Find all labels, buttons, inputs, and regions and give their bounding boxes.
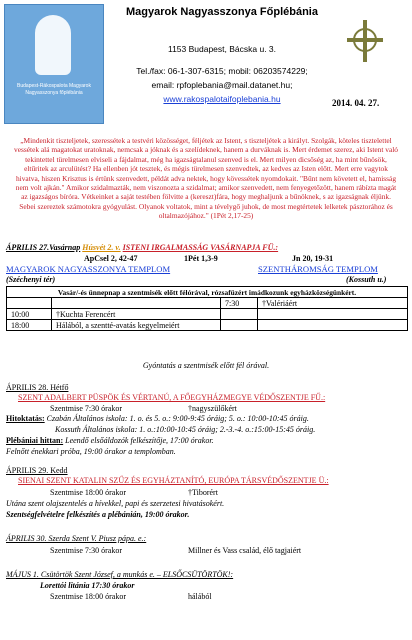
bulletin-date: 2014. 04. 27. <box>332 98 380 108</box>
thursday-mass: Szentmise 18:00 órakor <box>50 592 126 601</box>
monday-choir: Felnőtt énekkari próba, 19:00 órakor a templomban. <box>6 447 176 456</box>
monday-catechesis-1 <box>6 414 410 424</box>
tuesday-intent: †Tiborért <box>188 488 218 497</box>
church-right-place: (Kossuth u.) <box>346 275 387 284</box>
mass-time <box>221 309 258 320</box>
day-date-tuesday: ÁPRILIS 29. Kedd <box>6 466 68 475</box>
tuesday-extra: Utána szent olajszentelés a hívekkel, papi és szerzetesi hivatásokért. <box>6 499 225 508</box>
sunday-reading1: ApCsel 2, 42-47 <box>84 254 138 263</box>
day-feast-tuesday: SIENAI SZENT KATALIN SZŰZ ÉS EGYHÁZTANÍTÓ, EURÓPA TÁRSVÉDŐSZENTJE Ü.: <box>18 476 329 485</box>
church-left-name: MAGYAROK NAGYASSZONYA TEMPLOM <box>6 264 171 274</box>
table-row <box>7 298 408 309</box>
catechesis-label: Hitoktatás: <box>6 414 45 423</box>
mass-intent: Hálából, a szentté-avatás kegyelmeiért <box>52 320 221 331</box>
day-date-thursday: MÁJUS 1. Csütörtök Szent József, a munkás e. – ELSŐCSÜTÖRTÖK!: <box>6 570 234 579</box>
tuesday-mass: Szentmise 18:00 órakor <box>50 488 126 497</box>
day-feast-monday: SZENT ADALBERT PÜSPÖK ÉS VÉRTANÚ, A FŐEGYHÁZMEGYE VÉDŐSZENTJE FŰ.: <box>18 393 326 402</box>
parish-address: 1153 Budapest, Bácska u. 3. <box>167 44 277 54</box>
church-right-name: SZENTHÁROMSÁG TEMPLOM <box>258 264 378 274</box>
thursday-litany: Lorettói litánia 17:30 órakor <box>40 581 135 590</box>
mass-time <box>7 298 52 309</box>
mass-intent <box>258 309 408 320</box>
sunday-gospel: Jn 20, 19-31 <box>292 254 334 263</box>
scripture-quote: „Mindenkit tiszteljetek, szeressétek a testvéri közösséget, féljétek az Istent, s tiszteljétek a királyt. Szolgák, köteles tisztelettel vessétek alá magatokat uratoknak, nemcsak a jóknak és a szelídeknek, hanem a durváknak is. Mert érdemet szerez, aki Istent való tekintettel türelmesen elviseli a fájdalmat, még ha igazságtalanul szenved is el. Mert milyen dicsőség az, ha mint bűnösök, eltűritek az arculütést? Ha ellenben jót tesztek, és mégis türelmesen szenvedtek, az kedves az Isten előtt. Mert erre vagytok hivatva, hiszen Krisztus is értünk szenvedett, példát adva nektek, hogy kövessétek nyomdokait. "Bűnt nem követett el, hamisság nem volt ajkán." Amikor szidalmazták, nem viszonozta a szidalmat; amikor szenvedett, nem fenyegetőzött, hanem rábízta magát az igazságos bíróra. Vétkeinket a saját testében fölvitte a (kereszt)fára, hogy meghaljunk a bűnöknek, s az igazságnak éljünk. Sebei szereztek számotokra gyógyulást. Olyanok voltatok, mint a tévelygő juhok, de most megtértetek lelketek pásztorához és oltalmazójához." (1Pét 2,17-25) <box>14 136 398 221</box>
sunday-feast-label: Húsvét 2. v. <box>82 243 121 252</box>
logo-text: Budapest-Rákospalota Magyarok Nagyasszonya főplébánia <box>17 83 91 96</box>
table-row <box>7 287 408 298</box>
parish-logo <box>4 4 104 124</box>
parish-website-link[interactable]: www.rakospalotaifoplebania.hu <box>163 94 281 104</box>
table-row <box>7 309 408 320</box>
mass-time: 18:00 <box>7 320 52 331</box>
thursday-intent: hálából <box>188 592 212 601</box>
mass-time <box>221 320 258 331</box>
parish-class-label: Plébániai hittan: <box>6 436 64 445</box>
monday-parish-class <box>6 436 214 446</box>
mass-intent: †Kuchta Ferencért <box>52 309 221 320</box>
parish-class-text: Leendő elsőáldozók felkészítője, 17:00 órakor. <box>65 436 214 445</box>
wednesday-intent: Millner és Vass család, élő tagjaiért <box>188 546 302 555</box>
monday-intent: †nagyszülőkért <box>188 404 237 413</box>
mass-time: 7:30 <box>221 298 258 309</box>
sunday-mass-table <box>6 286 408 331</box>
confession-note: Gyóntatás a szentmisék előtt fél órával. <box>142 361 270 370</box>
sunday-feast-title: ISTENI IRGALMASSÁG VASÁRNAPJA FÜ.: <box>122 243 279 252</box>
parish-phone: Tel./fax: 06-1-307-6315; mobil: 06203574229; <box>136 66 308 76</box>
parish-title: Magyarok Nagyasszonya Főplébánia <box>126 6 318 18</box>
catechesis-line-2: Kossuth Általános iskola: 1. o.:10:00-10:45 óráig; 2.-3.-4. o.:15:00-15:45 óráig. <box>55 425 316 434</box>
parish-email: email: rpfoplebania@mail.datanet.hu; <box>151 80 293 90</box>
sunday-heading <box>6 243 406 253</box>
sunday-table-header: Vasár/-és ünnepnap a szentmisék előtt félórával, rózsafüzért imádkozunk egyházközségünkért. <box>7 287 408 298</box>
table-row <box>7 320 408 331</box>
tuesday-confirmation: Szentségfelvételre felkészítés a plébánián, 19:00 órakor. <box>6 510 190 519</box>
sunday-day: ÁPRILIS 27.Vasárnap <box>6 243 81 252</box>
mass-intent <box>258 320 408 331</box>
monday-mass: Szentmise 7:30 órakor <box>50 404 122 413</box>
day-date-monday: ÁPRILIS 28. Hétfő <box>6 383 69 392</box>
church-left-place: (Széchenyi tér) <box>6 275 56 284</box>
mass-time: 10:00 <box>7 309 52 320</box>
wednesday-mass: Szentmise 7:30 órakor <box>50 546 122 555</box>
day-date-wednesday: ÁPRILIS 30. Szerda Szent V. Piusz pápa. e.: <box>6 534 147 543</box>
madonna-figure-icon <box>35 15 71 75</box>
mass-intent: †Valériáért <box>258 298 408 309</box>
catechesis-line-1: Czabán Általános iskola: 1. o. és 5. o.: 9:00-9:45 óráig; 5. o.: 10:00-10:45 óráig. <box>46 414 309 423</box>
sunday-reading2: 1Pét 1,3-9 <box>184 254 218 263</box>
cross-icon <box>342 18 388 64</box>
mass-intent <box>52 298 221 309</box>
